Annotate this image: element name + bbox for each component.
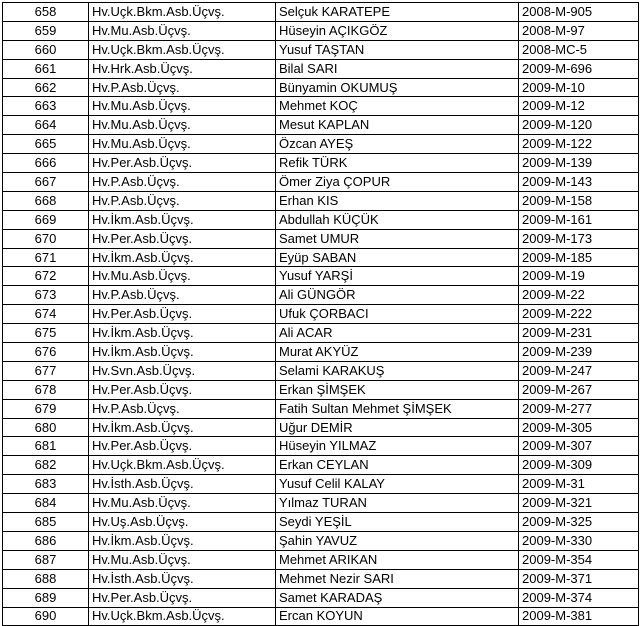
row-number-cell: 664 (3, 116, 89, 135)
rank-cell: Hv.Uş.Asb.Üçvş. (89, 513, 276, 532)
rank-cell: Hv.Uçk.Bkm.Asb.Üçvş. (89, 40, 276, 59)
name-cell: Erkan ŞİMŞEK (276, 380, 519, 399)
rank-cell: Hv.Mu.Asb.Üçvş. (89, 21, 276, 40)
registry-code-cell: 2009-M-139 (519, 154, 639, 173)
registry-code-cell: 2008-M-905 (519, 3, 639, 22)
registry-code-cell: 2009-M-307 (519, 437, 639, 456)
rank-cell: Hv.Per.Asb.Üçvş. (89, 380, 276, 399)
table-row (3, 3, 639, 22)
row-number-cell: 658 (3, 3, 89, 22)
table-row (3, 248, 639, 267)
table-row (3, 267, 639, 286)
row-number-cell: 668 (3, 191, 89, 210)
row-number-cell: 686 (3, 531, 89, 550)
name-cell: Murat AKYÜZ (276, 343, 519, 362)
row-number-cell: 673 (3, 286, 89, 305)
registry-code-cell: 2009-M-354 (519, 550, 639, 569)
rank-cell: Hv.İkm.Asb.Üçvş. (89, 248, 276, 267)
row-number-cell: 680 (3, 418, 89, 437)
name-cell: Yusuf YARŞİ (276, 267, 519, 286)
registry-code-cell: 2009-M-330 (519, 531, 639, 550)
name-cell: Mehmet ARIKAN (276, 550, 519, 569)
rank-cell: Hv.Per.Asb.Üçvş. (89, 154, 276, 173)
registry-code-cell: 2009-M-12 (519, 97, 639, 116)
table-row (3, 380, 639, 399)
registry-code-cell: 2009-M-122 (519, 135, 639, 154)
row-number-cell: 679 (3, 399, 89, 418)
registry-code-cell: 2009-M-325 (519, 513, 639, 532)
name-cell: Hüseyin YILMAZ (276, 437, 519, 456)
name-cell: Eyüp SABAN (276, 248, 519, 267)
row-number-cell: 684 (3, 494, 89, 513)
registry-code-cell: 2009-M-185 (519, 248, 639, 267)
registry-code-cell: 2009-M-143 (519, 173, 639, 192)
rank-cell: Hv.Mu.Asb.Üçvş. (89, 494, 276, 513)
rank-cell: Hv.İsth.Asb.Üçvş. (89, 475, 276, 494)
rank-cell: Hv.Mu.Asb.Üçvş. (89, 267, 276, 286)
table-row (3, 191, 639, 210)
row-number-cell: 682 (3, 456, 89, 475)
name-cell: Bilal SARI (276, 59, 519, 78)
table-row (3, 116, 639, 135)
registry-code-cell: 2009-M-239 (519, 343, 639, 362)
rank-cell: Hv.P.Asb.Üçvş. (89, 173, 276, 192)
registry-code-cell: 2009-M-222 (519, 305, 639, 324)
table-row (3, 210, 639, 229)
row-number-cell: 671 (3, 248, 89, 267)
table-row (3, 97, 639, 116)
registry-code-cell: 2009-M-19 (519, 267, 639, 286)
registry-code-cell: 2009-M-173 (519, 229, 639, 248)
name-cell: Yusuf TAŞTAN (276, 40, 519, 59)
registry-code-cell: 2009-M-158 (519, 191, 639, 210)
registry-code-cell: 2009-M-321 (519, 494, 639, 513)
name-cell: Bünyamin OKUMUŞ (276, 78, 519, 97)
name-cell: Selami KARAKUŞ (276, 361, 519, 380)
row-number-cell: 683 (3, 475, 89, 494)
registry-code-cell: 2009-M-374 (519, 588, 639, 607)
rank-cell: Hv.Mu.Asb.Üçvş. (89, 135, 276, 154)
registry-code-cell: 2009-M-22 (519, 286, 639, 305)
registry-code-cell: 2009-M-231 (519, 324, 639, 343)
table-row (3, 494, 639, 513)
table-row (3, 531, 639, 550)
table-row (3, 569, 639, 588)
personnel-table (2, 2, 639, 626)
row-number-cell: 663 (3, 97, 89, 116)
name-cell: Şahin YAVUZ (276, 531, 519, 550)
name-cell: Hüseyin AÇIKGÖZ (276, 21, 519, 40)
rank-cell: Hv.İkm.Asb.Üçvş. (89, 210, 276, 229)
registry-code-cell: 2009-M-371 (519, 569, 639, 588)
table-row (3, 513, 639, 532)
rank-cell: Hv.Per.Asb.Üçvş. (89, 588, 276, 607)
table-row (3, 286, 639, 305)
row-number-cell: 674 (3, 305, 89, 324)
name-cell: Seydi YEŞİL (276, 513, 519, 532)
rank-cell: Hv.Per.Asb.Üçvş. (89, 437, 276, 456)
name-cell: Selçuk KARATEPE (276, 3, 519, 22)
name-cell: Abdullah KÜÇÜK (276, 210, 519, 229)
name-cell: Mehmet Nezir SARI (276, 569, 519, 588)
row-number-cell: 675 (3, 324, 89, 343)
rank-cell: Hv.Hrk.Asb.Üçvş. (89, 59, 276, 78)
table-row (3, 229, 639, 248)
rank-cell: Hv.Mu.Asb.Üçvş. (89, 97, 276, 116)
row-number-cell: 688 (3, 569, 89, 588)
registry-code-cell: 2009-M-696 (519, 59, 639, 78)
row-number-cell: 666 (3, 154, 89, 173)
rank-cell: Hv.Per.Asb.Üçvş. (89, 305, 276, 324)
name-cell: Erkan CEYLAN (276, 456, 519, 475)
rank-cell: Hv.P.Asb.Üçvş. (89, 78, 276, 97)
name-cell: Samet KARADAŞ (276, 588, 519, 607)
rank-cell: Hv.Mu.Asb.Üçvş. (89, 116, 276, 135)
row-number-cell: 669 (3, 210, 89, 229)
name-cell: Yılmaz TURAN (276, 494, 519, 513)
name-cell: Ufuk ÇORBACI (276, 305, 519, 324)
table-row (3, 343, 639, 362)
registry-code-cell: 2009-M-267 (519, 380, 639, 399)
row-number-cell: 667 (3, 173, 89, 192)
table-row (3, 21, 639, 40)
name-cell: Özcan AYEŞ (276, 135, 519, 154)
registry-code-cell: 2009-M-161 (519, 210, 639, 229)
name-cell: Uğur DEMİR (276, 418, 519, 437)
rank-cell: Hv.İkm.Asb.Üçvş. (89, 531, 276, 550)
registry-code-cell: 2009-M-120 (519, 116, 639, 135)
rank-cell: Hv.Mu.Asb.Üçvş. (89, 550, 276, 569)
rank-cell: Hv.Uçk.Bkm.Asb.Üçvş. (89, 3, 276, 22)
rank-cell: Hv.Uçk.Bkm.Asb.Üçvş. (89, 456, 276, 475)
table-row (3, 588, 639, 607)
personnel-table-body (3, 3, 639, 626)
table-row (3, 475, 639, 494)
row-number-cell: 662 (3, 78, 89, 97)
name-cell: Ali ACAR (276, 324, 519, 343)
name-cell: Yusuf Celil KALAY (276, 475, 519, 494)
name-cell: Mehmet KOÇ (276, 97, 519, 116)
registry-code-cell: 2009-M-381 (519, 607, 639, 626)
table-row (3, 607, 639, 626)
table-row (3, 399, 639, 418)
rank-cell: Hv.İsth.Asb.Üçvş. (89, 569, 276, 588)
table-row (3, 418, 639, 437)
row-number-cell: 661 (3, 59, 89, 78)
row-number-cell: 665 (3, 135, 89, 154)
name-cell: Fatih Sultan Mehmet ŞİMŞEK (276, 399, 519, 418)
name-cell: Ömer Ziya ÇOPUR (276, 173, 519, 192)
row-number-cell: 660 (3, 40, 89, 59)
name-cell: Mesut KAPLAN (276, 116, 519, 135)
row-number-cell: 677 (3, 361, 89, 380)
rank-cell: Hv.İkm.Asb.Üçvş. (89, 343, 276, 362)
rank-cell: Hv.İkm.Asb.Üçvş. (89, 418, 276, 437)
registry-code-cell: 2009-M-305 (519, 418, 639, 437)
table-row (3, 78, 639, 97)
row-number-cell: 685 (3, 513, 89, 532)
name-cell: Refik TÜRK (276, 154, 519, 173)
registry-code-cell: 2008-M-97 (519, 21, 639, 40)
table-row (3, 154, 639, 173)
row-number-cell: 687 (3, 550, 89, 569)
registry-code-cell: 2009-M-10 (519, 78, 639, 97)
table-row (3, 173, 639, 192)
table-row (3, 59, 639, 78)
table-row (3, 305, 639, 324)
registry-code-cell: 2009-M-247 (519, 361, 639, 380)
rank-cell: Hv.Per.Asb.Üçvş. (89, 229, 276, 248)
table-row (3, 437, 639, 456)
table-row (3, 40, 639, 59)
registry-code-cell: 2009-M-31 (519, 475, 639, 494)
table-row (3, 456, 639, 475)
row-number-cell: 689 (3, 588, 89, 607)
table-row (3, 550, 639, 569)
registry-code-cell: 2009-M-309 (519, 456, 639, 475)
table-row (3, 361, 639, 380)
rank-cell: Hv.P.Asb.Üçvş. (89, 286, 276, 305)
row-number-cell: 676 (3, 343, 89, 362)
row-number-cell: 681 (3, 437, 89, 456)
name-cell: Ali GÜNGÖR (276, 286, 519, 305)
rank-cell: Hv.İkm.Asb.Üçvş. (89, 324, 276, 343)
registry-code-cell: 2009-M-277 (519, 399, 639, 418)
name-cell: Samet UMUR (276, 229, 519, 248)
row-number-cell: 672 (3, 267, 89, 286)
registry-code-cell: 2008-MC-5 (519, 40, 639, 59)
row-number-cell: 670 (3, 229, 89, 248)
table-row (3, 135, 639, 154)
row-number-cell: 659 (3, 21, 89, 40)
rank-cell: Hv.Uçk.Bkm.Asb.Üçvş. (89, 607, 276, 626)
name-cell: Erhan KIS (276, 191, 519, 210)
row-number-cell: 678 (3, 380, 89, 399)
rank-cell: Hv.Svn.Asb.Üçvş. (89, 361, 276, 380)
row-number-cell: 690 (3, 607, 89, 626)
table-row (3, 324, 639, 343)
rank-cell: Hv.P.Asb.Üçvş. (89, 191, 276, 210)
rank-cell: Hv.P.Asb.Üçvş. (89, 399, 276, 418)
name-cell: Ercan KOYUN (276, 607, 519, 626)
